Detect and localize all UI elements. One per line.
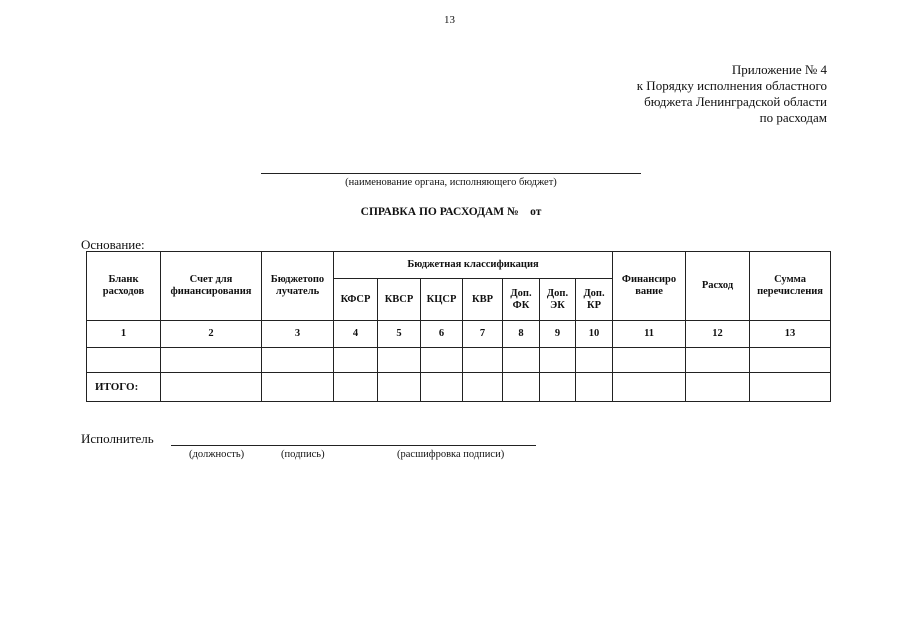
table-cell: [161, 348, 262, 373]
header-kvsr: КВСР: [378, 279, 421, 321]
table-cell: [463, 373, 503, 402]
column-number: 2: [161, 321, 262, 348]
table-cell: [421, 373, 463, 402]
header-dop-fk: Доп. ФК: [503, 279, 540, 321]
column-number: 9: [540, 321, 576, 348]
table-cell: [378, 373, 421, 402]
column-number: 10: [576, 321, 613, 348]
header-blank: Бланк расходов: [87, 252, 161, 321]
header-account: Счет для финансирования: [161, 252, 262, 321]
appendix-line-1: Приложение № 4: [731, 62, 827, 77]
table-cell: [87, 348, 161, 373]
header-kcsr: КЦСР: [421, 279, 463, 321]
appendix-line-4: по расходам: [759, 110, 827, 125]
caption-position: (должность): [189, 449, 245, 460]
table-cell: [686, 373, 750, 402]
basis-label: Основание:: [81, 237, 145, 252]
table-cell: [540, 373, 576, 402]
table-cell: [576, 348, 613, 373]
appendix-note: [637, 62, 827, 126]
column-number: 4: [334, 321, 378, 348]
header-kfsr: КФСР: [334, 279, 378, 321]
table-cell: [463, 348, 503, 373]
header-expense: Расход: [686, 252, 750, 321]
total-row: [87, 373, 831, 402]
document-title: СПРАВКА ПО РАСХОДАМ № от: [360, 206, 542, 218]
total-label: ИТОГО:: [87, 373, 161, 402]
appendix-line-3: бюджета Ленинградской области: [644, 94, 827, 109]
header-dop-kr: Доп. КР: [576, 279, 613, 321]
table-cell: [334, 348, 378, 373]
table-cell: [613, 373, 686, 402]
column-number: 3: [262, 321, 334, 348]
org-name-line: [261, 173, 641, 174]
table-cell: [613, 348, 686, 373]
table-cell: [262, 373, 334, 402]
org-name-caption: (наименование органа, исполняющего бюджет): [345, 177, 557, 188]
table-cell: [686, 348, 750, 373]
table-cell: [503, 373, 540, 402]
column-number: 7: [463, 321, 503, 348]
header-dop-ek: Доп. ЭК: [540, 279, 576, 321]
column-number: 11: [613, 321, 686, 348]
column-number: 13: [750, 321, 831, 348]
table-cell: [421, 348, 463, 373]
table-cell: [378, 348, 421, 373]
executor-label: Исполнитель: [81, 431, 154, 446]
page-number: 13: [444, 14, 455, 26]
column-number: 8: [503, 321, 540, 348]
column-number: 6: [421, 321, 463, 348]
header-kvr: КВР: [463, 279, 503, 321]
column-numbers-row: [87, 321, 831, 348]
expense-table: [86, 251, 831, 402]
table-cell: [262, 348, 334, 373]
header-classification: Бюджетная классификация: [334, 252, 613, 279]
table-cell: [750, 373, 831, 402]
column-number: 5: [378, 321, 421, 348]
column-number: 1: [87, 321, 161, 348]
signature-line: [171, 445, 536, 446]
table-cell: [750, 348, 831, 373]
caption-signature-decoding: (расшифровка подписи): [397, 449, 505, 460]
column-number: 12: [686, 321, 750, 348]
table-cell: [334, 373, 378, 402]
header-recipient: Бюджетопо лучатель: [262, 252, 334, 321]
caption-signature: (подпись): [281, 449, 325, 460]
table-cell: [540, 348, 576, 373]
table-cell: [161, 373, 262, 402]
table-cell: [503, 348, 540, 373]
header-financing: Финансиро вание: [613, 252, 686, 321]
table-row: [87, 348, 831, 373]
appendix-line-2: к Порядку исполнения областного: [636, 78, 827, 93]
table-cell: [576, 373, 613, 402]
header-transfer: Сумма перечисления: [750, 252, 831, 321]
